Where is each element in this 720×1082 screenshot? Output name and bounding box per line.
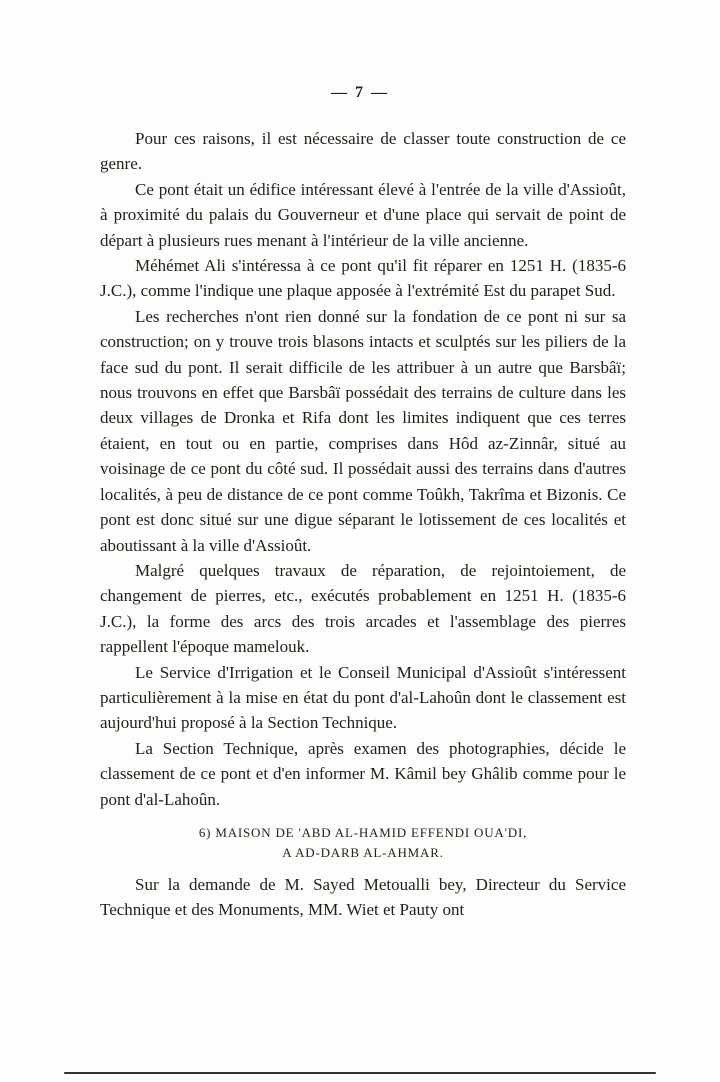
page-body	[100, 126, 626, 923]
paragraph: Malgré quelques travaux de réparation, de rejointoiement, de changement de pierres, etc., exécutés probablement en 1251 H. (1835-6 J.C.), la forme des arcs des trois arcades et l'assemblage des pierres rappellent l'époque mamelouk.	[100, 560, 626, 657]
paragraph: Méhémet Ali s'intéressa à ce pont qu'il fit réparer en 1251 H. (1835-6 J.C.), comme l'indique une plaque apposée à l'extrémité Est du parapet Sud.	[100, 256, 626, 301]
section-heading-line1: 6) MAISON DE 'ABD AL-HAMID EFFENDI OUA'DI,	[198, 824, 528, 840]
page-number: — 7 —	[331, 84, 389, 101]
paragraph: Pour ces raisons, il est nécessaire de classer toute construction de ce genre.	[100, 129, 626, 174]
paragraph: Le Service d'Irrigation et le Conseil Municipal d'Assioût s'intéressent particulièrement à la mise en état du pont d'al-Lahoûn dont le classement est aujourd'hui proposé à la Section Technique.	[100, 662, 626, 733]
section-heading-line2: A AD-DARB AL-AHMAR.	[282, 844, 444, 860]
paragraph: Les recherches n'ont rien donné sur la fondation de ce pont ni sur sa construction; on y trouve trois blasons intacts et sculptés sur les piliers de la face sud du pont. Il serait difficile de les attribuer à un autre que Barsbâï; nous trouvons en effet que Barsbâï possédait des terrains de culture dans les deux villages de Dronka et Rifa dont les limites indiquent que ces terres étaient, en tout ou en partie, comprises dans Hôd az-Zinnâr, situé au voisinage de ce pont du côté sud. Il possédait aussi des terrains dans d'autres localités, à peu de distance de ce pont comme Toûkh, Takrîma et Bizonis. Ce pont est donc situé sur une digue séparant le lotissement de ces localités et aboutissant à la ville d'Assioût.	[100, 306, 626, 555]
section-heading	[100, 823, 626, 863]
page-bottom-scan-line	[64, 1072, 656, 1074]
paragraph: Sur la demande de M. Sayed Metoualli bey, Directeur du Service Technique et des Monuments, MM. Wiet et Pauty ont	[100, 874, 626, 920]
paragraph: La Section Technique, après examen des photographies, décide le classement de ce pont et d'en informer M. Kâmil bey Ghâlib comme pour le pont d'al-Lahoûn.	[100, 738, 626, 809]
paragraph: Ce pont était un édifice intéressant élevé à l'entrée de la ville d'Assioût, à proximité du palais du Gouverneur et d'une place qui servait de point de départ à plusieurs rues menant à l'intérieur de la ville ancienne.	[100, 179, 626, 250]
